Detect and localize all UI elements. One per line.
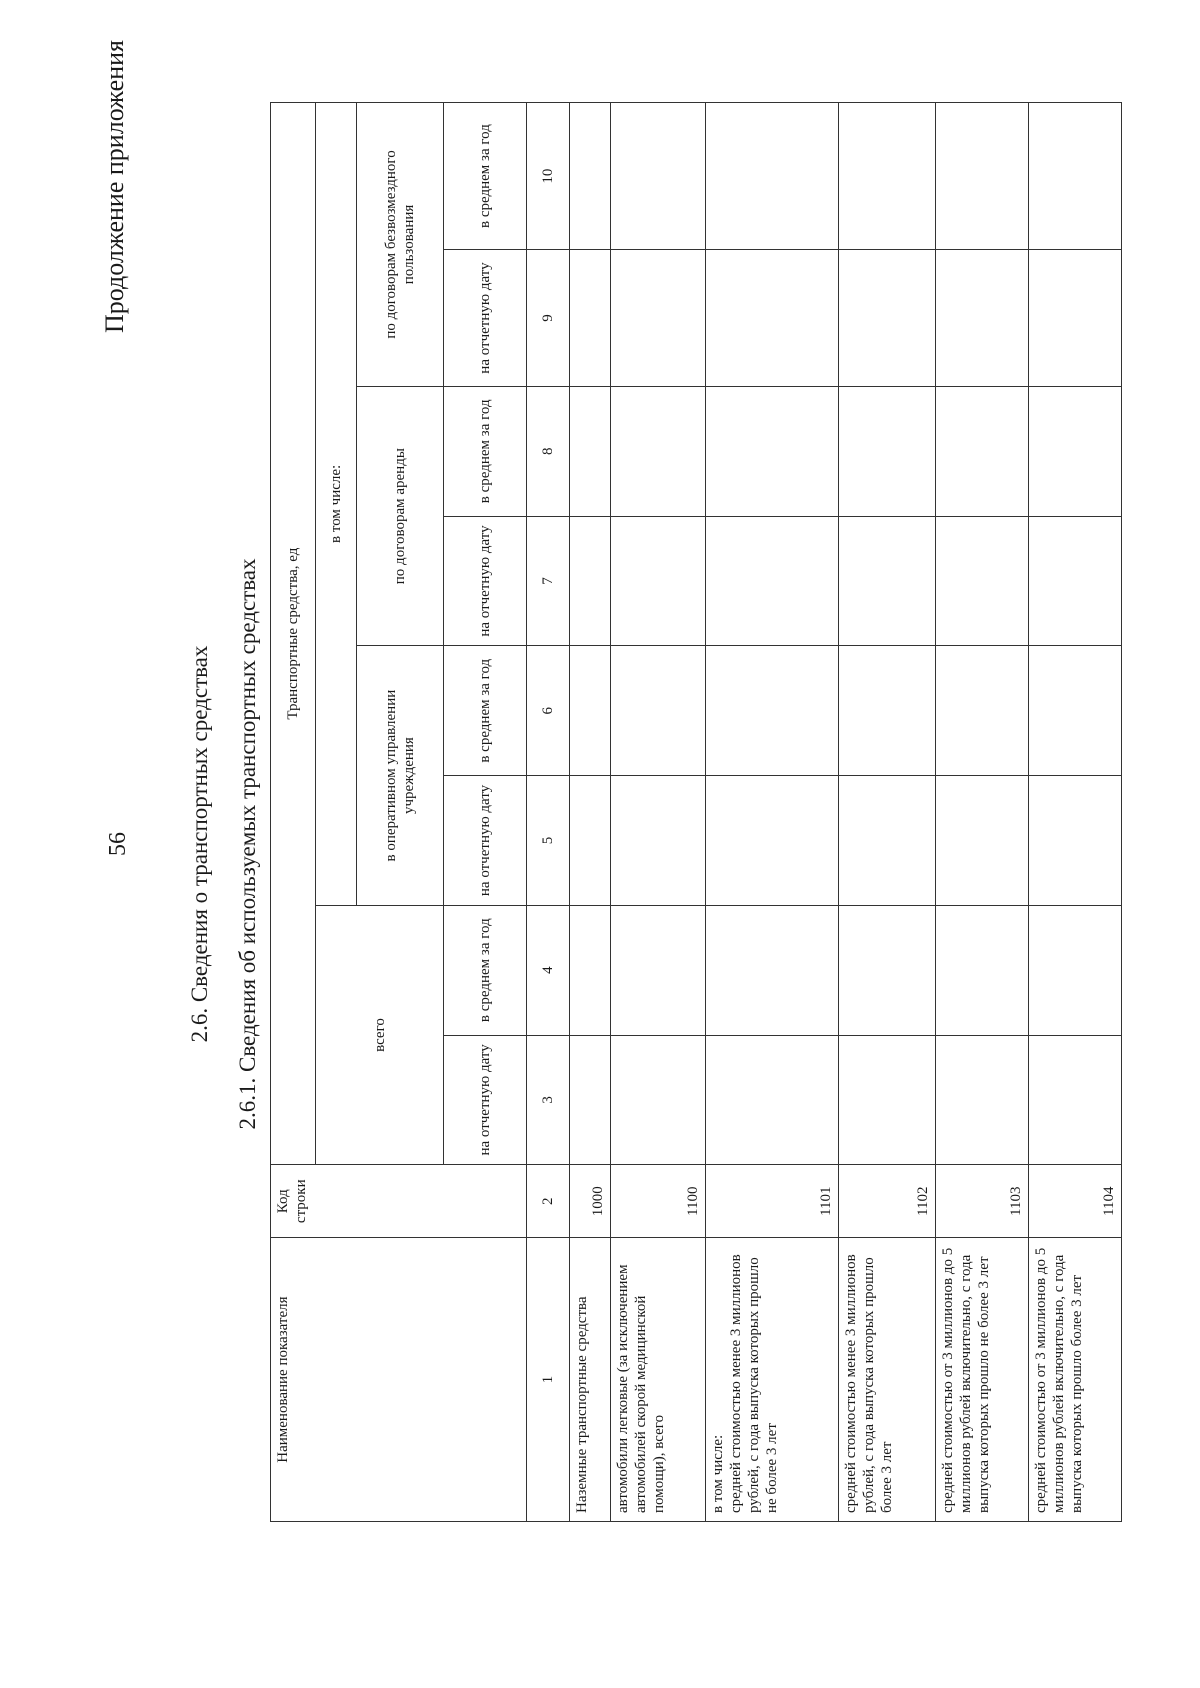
row-name: автомобили легковые (за исключением автомобилей скорой медицинской помощи), всего (611, 1238, 706, 1522)
column-number: 9 (527, 250, 570, 387)
header-operative-management: в оперативном управлении учреждения (357, 646, 444, 905)
column-number: 1 (527, 1238, 570, 1522)
continuation-note: Продолжение приложения (100, 40, 129, 334)
header-on-date: на отчетную дату (444, 776, 527, 906)
data-cell (839, 776, 936, 906)
header-avg-year: в среднем за год (444, 386, 527, 516)
vehicles-table (270, 102, 1122, 1522)
table-row (1029, 103, 1122, 1522)
data-cell (570, 386, 611, 516)
data-cell (839, 905, 936, 1035)
data-cell (706, 250, 839, 387)
data-cell (570, 250, 611, 387)
column-number: 7 (527, 516, 570, 646)
row-code: 1103 (936, 1165, 1029, 1238)
row-name: средней стоимостью от 3 миллионов до 5 миллионов рублей включительно, с года выпуска которых прошло более 3 лет (1029, 1238, 1122, 1522)
data-cell (611, 1035, 706, 1165)
column-number: 4 (527, 905, 570, 1035)
data-cell (839, 516, 936, 646)
data-cell (706, 1035, 839, 1165)
data-cell (706, 646, 839, 776)
row-code: 1104 (1029, 1165, 1122, 1238)
row-name: средней стоимостью менее 3 миллионов рублей, с года выпуска которых прошло более 3 лет (839, 1238, 936, 1522)
data-cell (936, 905, 1029, 1035)
data-cell (706, 516, 839, 646)
data-cell (611, 516, 706, 646)
header-free-use: по договорам безвозмездного пользования (357, 103, 444, 387)
row-code: 1100 (611, 1165, 706, 1238)
header-vehicles-units: Транспортные средства, ед (271, 103, 316, 1165)
data-cell (1029, 250, 1122, 387)
page-number: 56 (105, 832, 131, 856)
data-cell (936, 776, 1029, 906)
data-cell (1029, 103, 1122, 250)
data-cell (611, 905, 706, 1035)
data-cell (570, 103, 611, 250)
column-number: 10 (527, 103, 570, 250)
data-cell (611, 103, 706, 250)
header-avg-year: в среднем за год (444, 103, 527, 250)
data-cell (1029, 905, 1122, 1035)
data-cell (936, 516, 1029, 646)
data-cell (570, 905, 611, 1035)
table-row (706, 103, 839, 1522)
data-cell (706, 103, 839, 250)
data-cell (839, 103, 936, 250)
data-cell (611, 776, 706, 906)
column-number: 6 (527, 646, 570, 776)
table-row (936, 103, 1029, 1522)
data-cell (570, 1035, 611, 1165)
column-number: 2 (527, 1165, 570, 1238)
data-cell (936, 646, 1029, 776)
row-name: Наземные транспортные средства (570, 1238, 611, 1522)
column-number: 8 (527, 386, 570, 516)
row-code: 1000 (570, 1165, 611, 1238)
data-cell (570, 646, 611, 776)
data-cell (839, 250, 936, 387)
row-name: средней стоимостью от 3 миллионов до 5 миллионов рублей включительно, с года выпуска которых прошло не более 3 лет (936, 1238, 1029, 1522)
data-cell (611, 250, 706, 387)
header-including: в том числе: (316, 103, 357, 906)
header-on-date: на отчетную дату (444, 516, 527, 646)
data-cell (936, 386, 1029, 516)
data-cell (570, 776, 611, 906)
data-cell (706, 905, 839, 1035)
data-cell (611, 646, 706, 776)
data-cell (1029, 516, 1122, 646)
header-total: всего (316, 905, 444, 1164)
section-title: 2.6. Сведения о транспортных средствах (187, 645, 212, 1043)
data-cell (1029, 776, 1122, 906)
row-code: 1101 (706, 1165, 839, 1238)
table-row (839, 103, 936, 1522)
data-cell (936, 1035, 1029, 1165)
row-code: 1102 (839, 1165, 936, 1238)
data-cell (839, 386, 936, 516)
column-number: 5 (527, 776, 570, 906)
data-cell (1029, 1035, 1122, 1165)
header-on-date: на отчетную дату (444, 250, 527, 387)
table-row (611, 103, 706, 1522)
data-cell (1029, 386, 1122, 516)
data-cell (706, 386, 839, 516)
header-lease: по договорам аренды (357, 386, 444, 645)
data-cell (936, 250, 1029, 387)
table-row (570, 103, 611, 1522)
subsection-title: 2.6.1. Сведения об используемых транспортных средствах (235, 558, 260, 1130)
header-avg-year: в среднем за год (444, 905, 527, 1035)
data-cell (570, 516, 611, 646)
header-on-date: на отчетную дату (444, 1035, 527, 1165)
data-cell (936, 103, 1029, 250)
header-indicator-name: Наименование показателя (271, 1238, 527, 1522)
data-cell (1029, 646, 1122, 776)
data-cell (611, 386, 706, 516)
row-name: в том числе: средней стоимостью менее 3 миллионов рублей, с года выпуска которых прошло не более 3 лет (706, 1238, 839, 1522)
data-cell (706, 776, 839, 906)
header-avg-year: в среднем за год (444, 646, 527, 776)
data-cell (839, 646, 936, 776)
column-number: 3 (527, 1035, 570, 1165)
header-line-code: Код строки (271, 1165, 527, 1238)
data-cell (839, 1035, 936, 1165)
